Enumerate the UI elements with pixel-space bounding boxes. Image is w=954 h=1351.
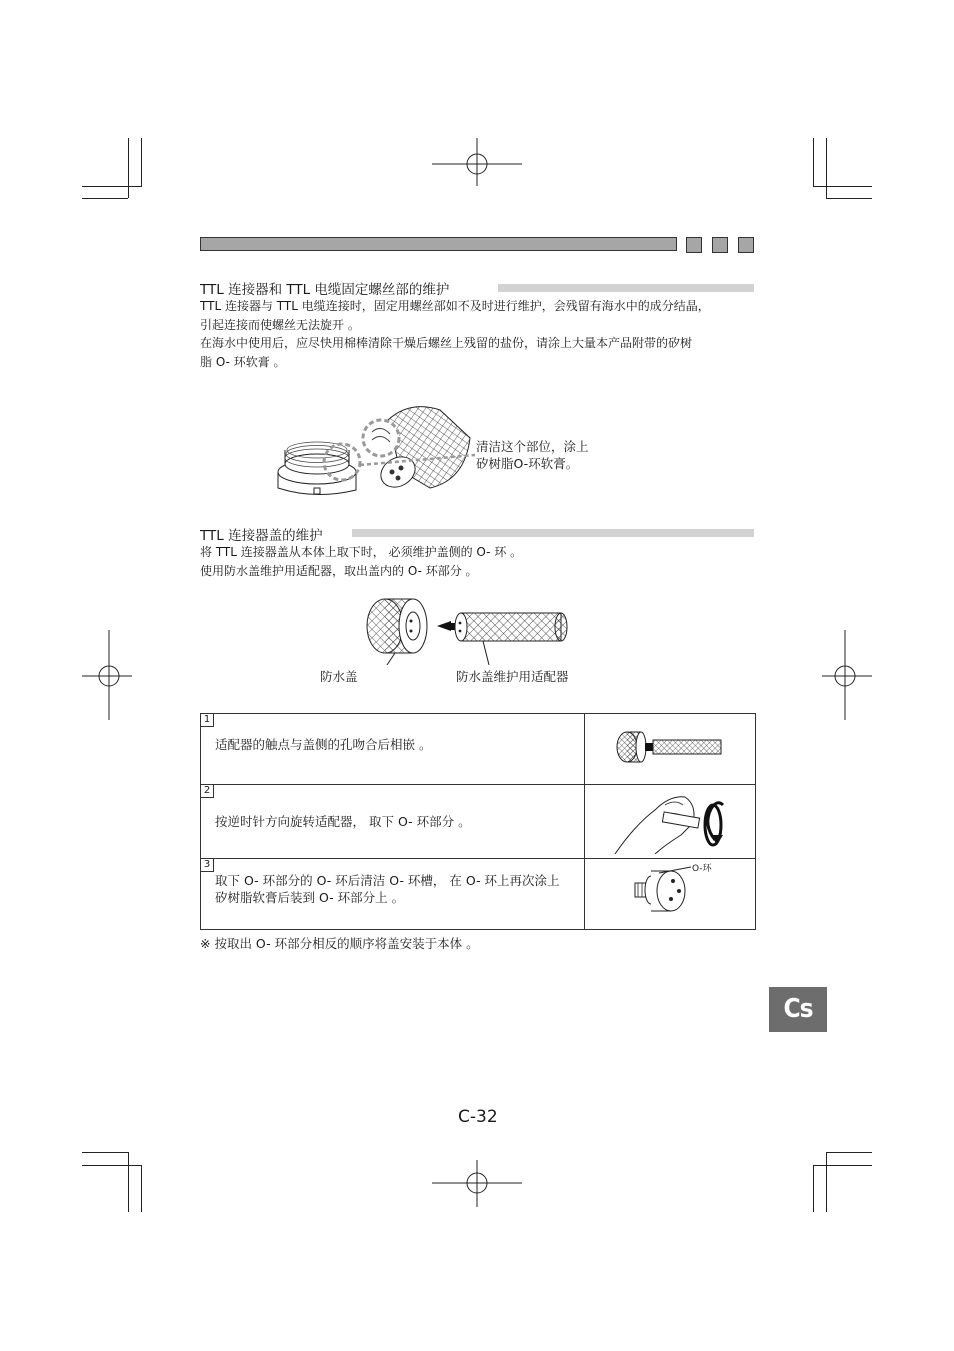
- steps-table: [200, 713, 756, 930]
- o-ring-label: O-环: [692, 864, 712, 874]
- header-square: [686, 237, 702, 253]
- header-square: [712, 237, 728, 253]
- step-text: 按逆时针方向旋转适配器， 取下 O- 环部分 。: [215, 814, 471, 829]
- step-row: [201, 859, 756, 930]
- footnote: ※ 按取出 O- 环部分相反的顺序将盖安装于本体 。: [200, 936, 479, 951]
- step3-illustration: [585, 859, 755, 925]
- step1-illustration: [585, 714, 755, 780]
- section1-title: TTL 连接器和 TTL 电缆固定螺丝部的维护: [200, 282, 450, 298]
- step-number: 3: [201, 859, 214, 872]
- header-bar: [200, 237, 677, 251]
- section2-rule: [352, 529, 754, 537]
- connector-illustration: [270, 400, 480, 500]
- step-row: [201, 714, 756, 785]
- step2-illustration: [585, 785, 755, 854]
- clean-callout: 清洁这个部位，涂上 矽树脂O-环软膏。: [476, 439, 589, 471]
- page-number: C-32: [458, 1107, 498, 1127]
- header-square: [738, 237, 754, 253]
- step-text: 取下 O- 环部分的 O- 环后清洁 O- 环槽， 在 O- 环上再次涂上 矽树脂软膏后装到 O- 环部分上 。: [215, 873, 560, 905]
- step-number: 2: [201, 785, 214, 798]
- step-row: [201, 785, 756, 859]
- section1-rule: [498, 284, 754, 292]
- language-tab: Cs: [769, 987, 827, 1032]
- section2-body: 将 TTL 连接器盖从本体上取下时， 必须维护盖侧的 O- 环 。 使用防水盖维护用适配器，取出盖内的 O- 环部分 。: [200, 545, 523, 578]
- cap-adapter-illustration: [355, 595, 575, 665]
- step-number: 1: [201, 714, 214, 727]
- cap-label: 防水盖: [320, 669, 358, 684]
- section1-body: TTL 连接器与 TTL 电缆连接时，固定用螺丝部如不及时进行维护，会残留有海水中的成分结晶， 引起连接而使螺丝无法旋开 。 在海水中使用后，应尽快用棉棒清除干燥后螺丝上残留的盐份，请涂上大量本产品附带的矽树 脂 O- 环软膏 。: [200, 299, 710, 369]
- step-text: 适配器的触点与盖侧的孔吻合后相嵌 。: [215, 737, 432, 752]
- adapter-label: 防水盖维护用适配器: [456, 669, 569, 684]
- section2-title: TTL 连接器盖的维护: [200, 528, 323, 544]
